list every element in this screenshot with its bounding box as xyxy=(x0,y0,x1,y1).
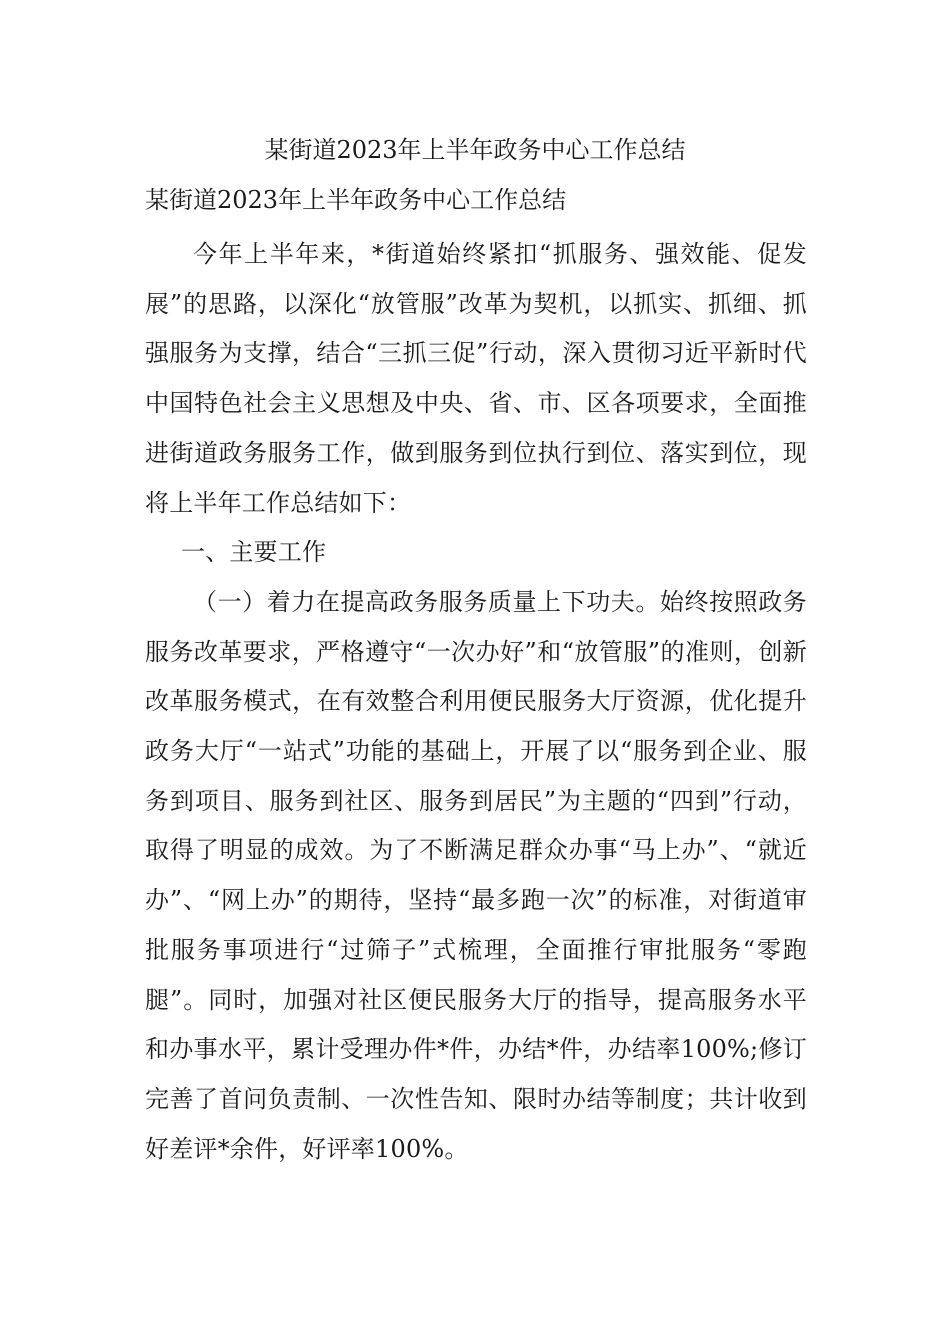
intro-paragraph: 今年上半年来，*街道始终紧扣“抓服务、强效能、促发展”的思路，以深化“放管服”改革为契机，以抓实、抓细、抓强服务为支撑，结合“三抓三促”行动，深入贯彻习近平新时代中国特色社会主义思想及中央、省、市、区各项要求，全面推进街道政务服务工作，做到服务到位执行到位、落实到位，现将上半年工作总结如下： xyxy=(145,240,807,517)
document-title: 某街道2023年上半年政务中心工作总结 xyxy=(264,136,686,164)
document-body xyxy=(145,230,807,1174)
section-heading: 一、主要工作 xyxy=(181,538,327,567)
section-paragraph: （一）着力在提高政务服务质量上下功夫。始终按照政务服务改革要求，严格遵守“一次办好”和“放管服”的准则，创新改革服务模式，在有效整合利用便民服务大厅资源，优化提升政务大厅“一站式”功能的基础上，开展了以“服务到企业、服务到项目、服务到社区、服务到居民”为主题的“四到”行动，取得了明显的成效。为了不断满足群众办事“马上办”、“就近办”、“网上办”的期待，坚持“最多跑一次”的标准，对街道审批服务事项进行“过筛子”式梳理，全面推行审批服务“零跑腿”。同时，加强对社区便民服务大厅的指导，提高服务水平和办事水平，累计受理办件*件，办结*件，办结率100%;修订完善了首问负责制、一次性告知、限时办结等制度；共计收到好差评*余件，好评率100%。 xyxy=(145,587,807,1163)
document-subtitle: 某街道2023年上半年政务中心工作总结 xyxy=(145,186,567,214)
